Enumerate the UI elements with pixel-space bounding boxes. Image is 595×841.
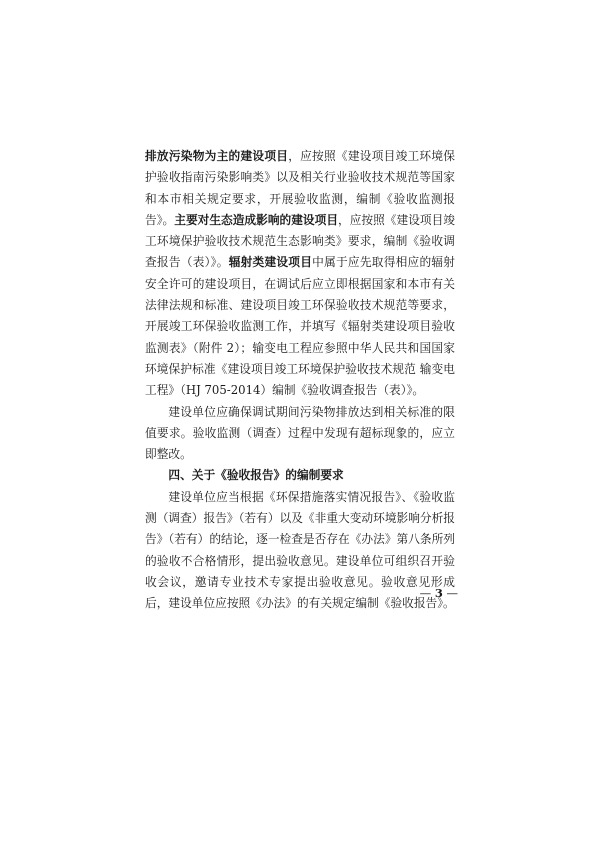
paragraph-emission-compliance: 建设单位应确保调试期间污染物排放达到相关标准的限值要求。验收监测（调查）过程中发现有超标现象的，应立即整改。	[145, 404, 455, 462]
bold-term-ecological-projects: 主要对生态造成影响的建设项目	[174, 212, 339, 227]
radiation-projects-text: 中属于应先取得相应的辐射安全许可的建设项目，在调试后应立即根据国家和本市有关法律法规和标准、建设项目竣工环保验收技术规范等要求，开展竣工环保验收监测工作，并填写《辐射类建设项目验收监测表》（附件 2）；输变电工程应参照中华人民共和国国家环境保护标准《建设项目竣工环境保护验收技术规范 输变电工程》（HJ 705-2014）编制《验收调查报告（表）》。	[145, 255, 455, 398]
paragraph-acceptance-categories	[145, 146, 455, 402]
section-heading-report-requirements: 四、关于《验收报告》的编制要求	[168, 468, 344, 483]
page-dash-right: —	[442, 586, 458, 600]
bold-term-pollution-projects: 排放污染物为主的建设项目	[145, 149, 289, 163]
bold-term-radiation-projects: 辐射类建设项目	[228, 255, 313, 270]
page-number-footer	[408, 586, 458, 600]
document-body	[145, 146, 455, 615]
page-number: 3	[434, 586, 443, 600]
pollution-projects-text: ，应按照《建设项目竣工环境保护验收指南污染影响类》以及相关行业验收技术规范等国家和本市相关规定要求，开展验收监测，编制《验收监测报告》。	[145, 149, 455, 227]
ecological-projects-text: ，应按照《建设项目竣工环境保护验收技术规范生态影响类》要求，编制《验收调查报告（表）》。	[145, 212, 455, 270]
paragraph-report-compilation: 建设单位应当根据《环保措施落实情况报告》、《验收监测（调查）报告》（若有）以及《非重大变动环境影响分析报告》（若有）的结论，逐一检查是否存在《办法》第八条所列的验收不合格情形，提出验收意见。建设单位可组织召开验收会议，邀请专业技术专家提出验收意见。验收意见形成后，建设单位应按照《办法》的有关规定编制《验收报告》。	[145, 489, 455, 611]
page-dash-left: —	[419, 586, 435, 600]
